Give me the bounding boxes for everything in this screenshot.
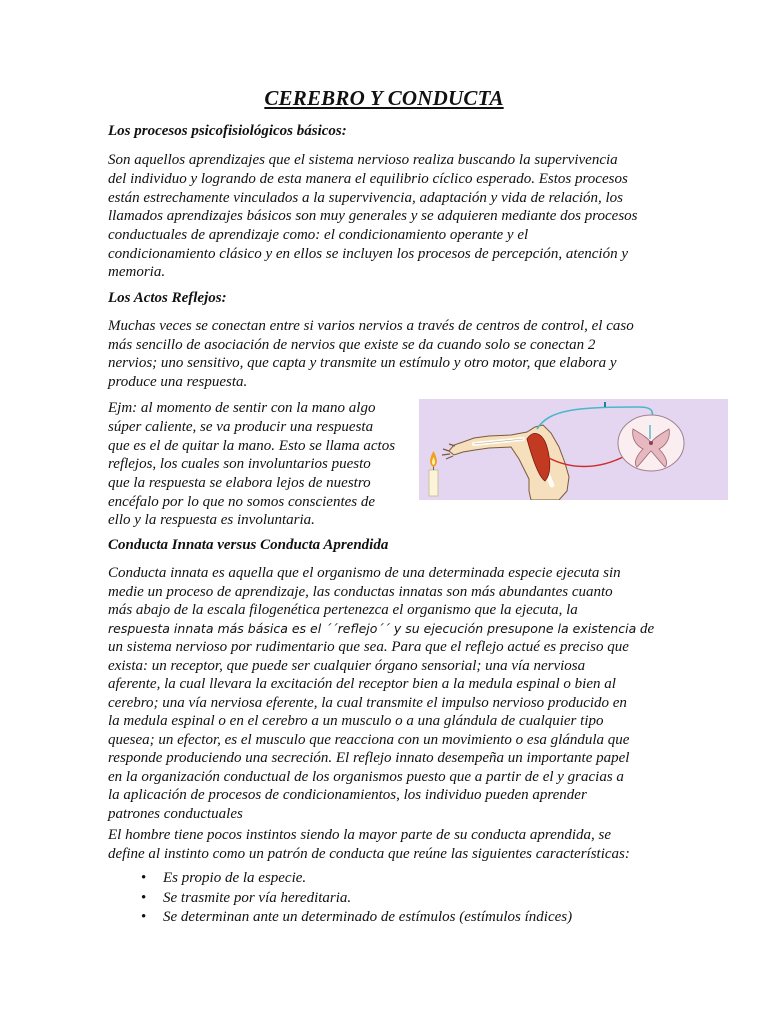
text-line: encéfalo por lo que no somos conscientes de xyxy=(108,493,376,510)
text-line: la aplicación de procesos de condicionamientos, los individuo pueden aprender xyxy=(108,787,587,803)
list-item-text: Se determinan ante un determinado de estímulos (estímulos índices) xyxy=(163,909,573,925)
text-line: en la organización conductual de los organismos puesto que a partir de el y gracias a xyxy=(108,768,624,785)
text-line: El hombre tiene pocos instintos siendo la mayor parte de su conducta aprendida, se xyxy=(108,827,611,843)
text-line: que la respuesta se elabora lejos de nuestro xyxy=(108,475,371,491)
list-item xyxy=(138,889,658,909)
text-line: medie un proceso de aprendizaje, las conductas innatas son más abundantes cuanto xyxy=(108,583,613,600)
bullet-icon: • xyxy=(141,889,147,906)
text-line: Son aquellos aprendizajes que el sistema nervioso realiza buscando la supervivencia xyxy=(108,152,618,168)
text-line: memoria. xyxy=(108,264,166,280)
text-line: un sistema nervioso por rudimentario que sea. Para que el reflejo actué es preciso que xyxy=(108,639,629,655)
reflex-arc-illustration-icon xyxy=(419,399,728,500)
text-line: la medula espinal o en el cerebro a un musculo o a una glándula de cualquier tipo xyxy=(108,713,604,729)
section-heading-innate: Conducta Innata versus Conducta Aprendida xyxy=(108,537,389,553)
text-line: nervios; uno sensitivo, que capta y transmite un estímulo y otro motor, que elabora y xyxy=(108,355,617,371)
text-line: aferente, la cual llevara la excitación del receptor bien a la medula espinal o bien al xyxy=(108,676,616,692)
text-line: reflejos, los cuales son involuntarios puesto xyxy=(108,456,371,472)
list-item-text: Se trasmite por vía hereditaria. xyxy=(163,889,352,906)
text-line: del individuo y logrando de esta manera el equilibrio cíclico esperado. Estos procesos xyxy=(108,171,628,187)
text-line: produce una respuesta. xyxy=(108,373,248,390)
text-line: exista: un receptor, que puede ser cualquier órgano sensorial; una vía nerviosa xyxy=(108,657,586,674)
text-line: llamados aprendizajes básicos son muy generales y se adquieren mediante dos procesos xyxy=(108,208,638,224)
text-line: patrones conductuales xyxy=(108,805,243,822)
text-line xyxy=(108,620,668,639)
text-line: Conducta innata es aquella que el organismo de una determinada especie ejecuta sin xyxy=(108,565,621,581)
text-line: ello y la respuesta es involuntaria. xyxy=(108,512,315,528)
section-heading-basic: Los procesos psicofisiológicos básicos: xyxy=(108,123,347,139)
list-item xyxy=(138,869,658,889)
text-line: quesea; un efector, es el musculo que reacciona con un movimiento o esa glándula que xyxy=(108,731,630,748)
section-heading-reflex: Los Actos Reflejos: xyxy=(108,290,227,306)
text-line: cerebro; una vía nerviosa eferente, la cual transmite el impulso nervioso producido en xyxy=(108,694,627,711)
text-line: que es el de quitar la mano. Esto se llama actos xyxy=(108,437,396,454)
text-line: responde produciendo una secreción. El reflejo innato desempeña un importante papel xyxy=(108,750,630,766)
list-item xyxy=(138,908,658,928)
text-line: están estrechamente vinculados a la supervivencia, adaptación y vida de relación, los xyxy=(108,189,624,206)
text-line: más sencillo de asociación de nervios que existe se da cuando solo se conectan 2 xyxy=(108,336,596,353)
list-item-text: Es propio de la especie. xyxy=(163,870,307,886)
bullet-icon: • xyxy=(141,909,147,925)
spinal-cord-icon xyxy=(618,415,684,471)
text-tail: de xyxy=(636,620,655,637)
text-line: Muchas veces se conectan entre si varios nervios a través de centros de control, el caso xyxy=(108,318,634,334)
text-line: más abajo de la escala filogenética pertenezca el organismo que la ejecuta, la xyxy=(108,602,578,618)
text-line: Ejm: al momento de sentir con la mano algo xyxy=(108,400,376,416)
text-line: condicionamiento clásico y en ellos se incluyen los procesos de percepción, atención y xyxy=(108,245,628,262)
handwritten-text: respuesta innata más básica es el ´´reflejo´´ y su ejecución presupone la existencia xyxy=(108,620,637,636)
instinct-characteristics-list xyxy=(138,869,658,928)
page-title: CEREBRO Y CONDUCTA xyxy=(264,86,504,110)
text-line: define al instinto como un patrón de conducta que reúne las siguientes características: xyxy=(108,846,630,862)
bullet-icon: • xyxy=(141,870,147,886)
text-line: conductuales de aprendizaje como: el condicionamiento operante y el xyxy=(108,227,529,243)
text-line: súper caliente, se va producir una respuesta xyxy=(108,419,374,435)
